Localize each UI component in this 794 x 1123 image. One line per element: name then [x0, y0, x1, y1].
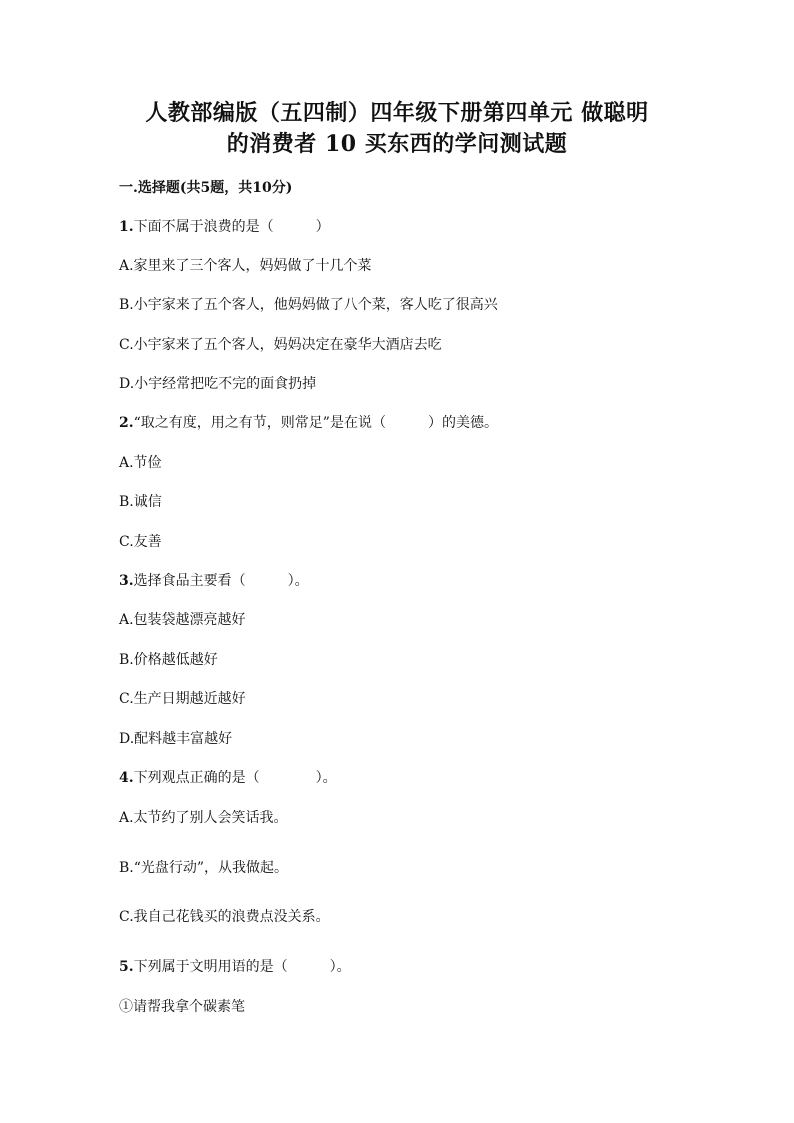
section-header: 一.选择题(共5题，共10分)	[119, 180, 293, 196]
option-1b: B.小宇家来了五个客人，他妈妈做了八个菜，客人吃了很高兴	[119, 297, 498, 313]
question-stem: “取之有度，用之有节，则常足”是在说（ ）的美德。	[133, 415, 498, 431]
option-4b: B.“光盘行动”，从我做起。	[119, 860, 289, 876]
option-4a: A.太节约了别人会笑话我。	[119, 810, 288, 826]
option-1d: D.小宇经常把吃不完的面食扔掉	[119, 376, 317, 392]
question-4	[119, 768, 337, 788]
question-stem: 下面不属于浪费的是（ ）	[133, 219, 330, 235]
option-1c: C.小宇家来了五个客人，妈妈决定在豪华大酒店去吃	[119, 337, 442, 353]
question-stem: 选择食品主要看（ ）。	[133, 573, 309, 589]
option-3b: B.价格越低越好	[119, 652, 218, 668]
question-number: 5.	[119, 959, 134, 975]
question-3	[119, 571, 309, 591]
option-5-1: ①请帮我拿个碳素笔	[119, 999, 245, 1015]
question-1	[119, 217, 330, 237]
option-1a: A.家里来了三个客人，妈妈做了十几个菜	[119, 258, 372, 274]
question-number: 1.	[119, 219, 134, 235]
question-5	[119, 957, 351, 977]
option-3a: A.包装袋越漂亮越好	[119, 612, 246, 628]
option-3d: D.配料越丰富越好	[119, 731, 233, 747]
option-2a: A.节俭	[119, 455, 162, 471]
option-2b: B.诚信	[119, 494, 162, 510]
question-stem: 下列属于文明用语的是（ ）。	[133, 959, 351, 975]
option-4c: C.我自己花钱买的浪费点没关系。	[119, 909, 330, 925]
document-title-line-1: 人教部编版（五四制）四年级下册第四单元 做聪明	[145, 100, 649, 126]
question-number: 3.	[119, 573, 134, 589]
question-2	[119, 413, 498, 433]
option-2c: C.友善	[119, 534, 162, 550]
question-number: 2.	[119, 415, 134, 431]
option-3c: C.生产日期越近越好	[119, 691, 246, 707]
question-stem: 下列观点正确的是（ ）。	[133, 770, 337, 786]
question-number: 4.	[119, 770, 134, 786]
document-title-line-2: 的消费者 10 买东西的学问测试题	[226, 131, 568, 157]
